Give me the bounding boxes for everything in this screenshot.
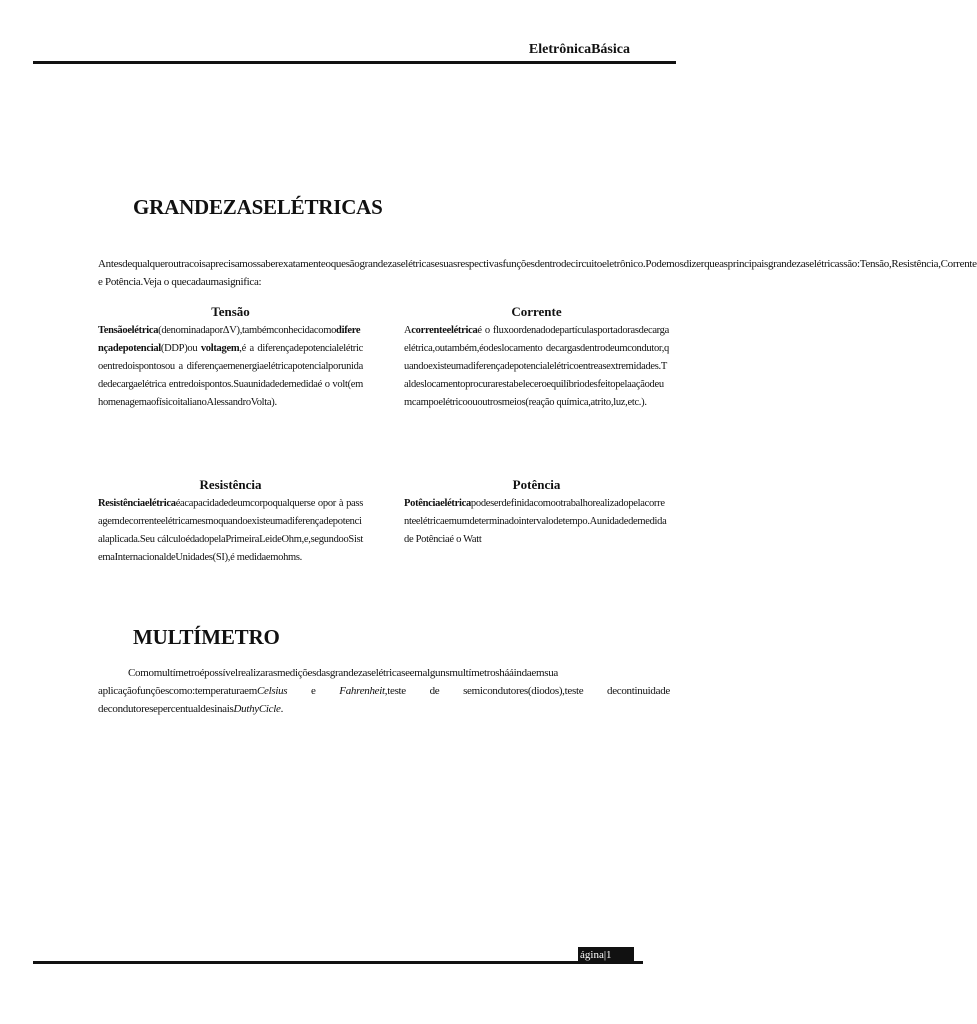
intro-paragraph: [98, 237, 977, 291]
header-title: EletrônicaBásica: [528, 42, 630, 57]
intro-text: Antesdequalqueroutracoisaprecisamossaberexatamenteoquesãograndezaselétricasesuasrespectivasfunçõesdentrodecircuitoeletrônico.Podemosdizerqueasprincipaisgrandezaselétricassão:Tensão,Resistência,Corrente e Potência.Veja o quecadaumasignifica:: [98, 258, 977, 288]
resistencia-heading: Resistência: [199, 477, 262, 492]
tensao-term: Tensãoelétrica: [98, 325, 159, 336]
tensao-heading: Tensão: [211, 304, 250, 319]
resistencia-column: [98, 477, 363, 567]
resistencia-term: Resistênciaelétrica: [98, 498, 176, 509]
potencia-term: Potênciaelétrica: [404, 498, 471, 509]
tensao-paragraph: [98, 322, 363, 412]
corrente-heading: Corrente: [511, 304, 562, 319]
multimetro-text-3: ,teste de semicondutores(diodos),teste decontinuidade decondutoresepercentualdesinais: [98, 685, 670, 715]
corrente-column: [404, 304, 669, 412]
footer-rule: [33, 961, 643, 964]
multimetro-paragraph: [98, 664, 670, 718]
corrente-text-1: é o fluxoordenadodepartículasportadorasdecargaelétrica,outambém,éodeslocamento decargasdentrodeumcondutor,quandoexisteumadiferençadepotencialelétricoentreasextremidades.Taldeslocamentoprocurarestabeleceroequilíbriodesfeitopelaaçãodeumcampoelétricoououtrosmeios(reação química,atrito,luz,etc.).: [404, 325, 669, 408]
tensao-text-1: (denominadaporΔV),tambémconhecidacomo: [158, 325, 337, 336]
multimetro-text-4: .: [280, 703, 284, 715]
potencia-paragraph: [404, 495, 669, 549]
page-number: ágina|1: [578, 947, 634, 963]
fahrenheit-term: Fahrenheit: [339, 685, 385, 697]
multimetro-text-2: e: [311, 685, 340, 697]
potencia-text-1: podeserdefinidacomootrabalhorealizadopelacorrenteelétricaemumdeterminadointervalodetempo.Aunidadedemedida de Potênciaé o Watt: [404, 498, 667, 545]
header-rule: [33, 61, 676, 64]
corrente-term: correnteelétrica: [411, 325, 478, 336]
corrente-text-0: A: [404, 325, 412, 336]
potencia-column: [404, 477, 669, 549]
corrente-paragraph: [404, 322, 669, 412]
duty-cycle-term: DuthyCicle: [233, 703, 281, 715]
potencia-heading: Potência: [512, 477, 561, 492]
voltagem-term: voltagem: [200, 343, 240, 354]
section-title-grandezas: GRANDEZASELÉTRICAS: [133, 195, 383, 219]
resistencia-paragraph: [98, 495, 363, 567]
multimetro-text-1: Comomultímetroépossívelrealizarasmediçõesdasgrandezaselétricaseemalgunsmultímetroshááindaemsua aplicaçãofunçõescomo:temperaturaem: [98, 667, 558, 697]
resistencia-text-1: éacapacidadedeumcorpoqualquerse opor à passagemdecorrenteelétricamesmoquandoexisteumadiferençadepotencialaplicada.Seu cálculoédadopelaPrimeiraLeideOhm,e,segundooSistemaInternacionaldeUnidades(SI),é medidaemohms.: [98, 498, 363, 563]
ddp-term: diferençadepotencial: [98, 325, 361, 354]
celsius-term: Celsius: [257, 685, 288, 697]
tensao-column: [98, 304, 363, 412]
tensao-text-3: ,é a diferençadepotencialelétricoentredoispontosou a diferençaemenergiaelétricapotencialporunidadedecargaelétrica entredoispontos.Suaunidadedemedidaé o volt(emhomenagemaofísicoitalianoAlessandroVolta).: [98, 343, 363, 408]
section-title-multimetro: MULTÍMETRO: [133, 625, 280, 649]
tensao-text-2: (DDP)ou: [160, 343, 201, 354]
